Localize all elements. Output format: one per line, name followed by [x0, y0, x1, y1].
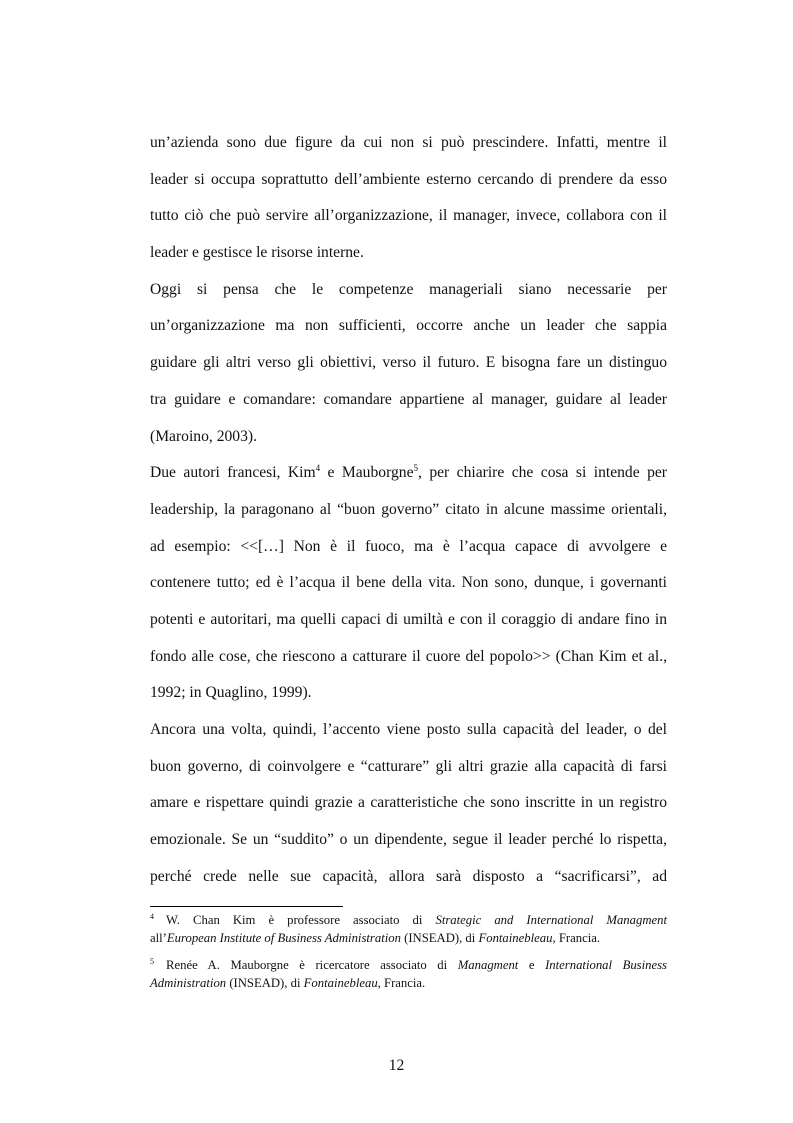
text-run: e	[518, 958, 546, 972]
text-line: ad esempio: <<[…] Non è il fuoco, ma è l’acqua capace di avvolgere e	[150, 537, 667, 555]
text-run: Renée A. Mauborgne è ricercatore associato di	[166, 958, 458, 972]
text-run-italic: Managment	[457, 958, 519, 972]
text-line: Ancora una volta, quindi, l’accento viene posto sulla capacità del leader, o del	[150, 721, 667, 738]
body-text	[150, 125, 667, 895]
text-line: guidare gli altri verso gli obiettivi, verso il futuro. E bisogna fare un distinguo	[150, 354, 667, 372]
text-run: Francia.	[380, 976, 426, 990]
text-line: Oggi si pensa che le competenze manageriali siano necessarie per	[150, 280, 667, 298]
footnote-line: 5 Renée A. Mauborgne è ricercatore associato di Managment e International Business	[150, 957, 667, 972]
text-line	[150, 455, 667, 492]
text-run-italic: Strategic and International Managment	[435, 913, 667, 927]
text-line: contenere tutto; ed è l’acqua il bene della vita. Non sono, dunque, i governanti	[150, 574, 667, 592]
footnote-ref-4[interactable]: 4	[315, 463, 321, 474]
text-run-italic: European Institute of Business Administration	[166, 931, 401, 945]
text-line: leader si occupa soprattutto dell’ambiente esterno cercando di prendere da esso	[150, 170, 667, 188]
text-line: tutto ciò che può servire all’organizzazione, il manager, invece, collabora con il	[150, 207, 667, 225]
text-run-italic: Fontainebleau,	[303, 976, 381, 990]
text-line: (Maroino, 2003).	[150, 427, 257, 445]
footnote-ref-5[interactable]: 5	[413, 463, 418, 474]
footnotes	[150, 911, 667, 992]
text-run-italic: International Business	[545, 958, 667, 972]
text-run: W. Chan Kim è professore associato di	[166, 913, 436, 927]
footnote-line: 4 W. Chan Kim è professore associato di Strategic and International Managment	[150, 912, 667, 927]
text-line: un’organizzazione ma non sufficienti, occorre anche un leader che sappia	[150, 317, 667, 335]
text-run: (INSEAD), di	[226, 976, 304, 990]
text-run: e Mauborgne	[320, 464, 414, 482]
footnote-separator	[150, 906, 343, 907]
footnote-4	[150, 911, 667, 947]
footnote-5	[150, 956, 667, 992]
text-line: amare e rispettare quindi grazie a caratteristiche che sono inscritte in un registro	[150, 794, 667, 812]
footnote-line	[150, 929, 667, 947]
text-line: un’azienda sono due figure da cui non si può prescindere. Infatti, mentre il	[150, 134, 667, 151]
paragraph-2	[150, 272, 667, 455]
paragraph-1	[150, 125, 667, 272]
text-line: potenti e autoritari, ma quelli capaci di umiltà e con il coraggio di andare fino in	[150, 610, 667, 628]
paragraph-4	[150, 712, 667, 895]
text-line: emozionale. Se un “suddito” o un dipendente, segue il leader perché lo rispetta,	[150, 831, 667, 849]
footnote-line	[150, 974, 667, 992]
text-run-italic: Administration	[150, 976, 227, 990]
text-line: leader e gestisce le risorse interne.	[150, 244, 364, 262]
paragraph-3	[150, 455, 667, 712]
text-line: leadership, la paragonano al “buon governo” citato in alcune massime orientali,	[150, 500, 667, 518]
page-number: 12	[388, 1057, 405, 1074]
text-line: tra guidare e comandare: comandare appartiene al manager, guidare al leader	[150, 390, 667, 408]
text-run: , Francia.	[552, 931, 601, 945]
text-run: Due autori francesi, Kim	[150, 464, 316, 482]
text-line: fondo alle cose, che riescono a catturare il cuore del popolo>> (Chan Kim et al.,	[150, 647, 667, 665]
text-run-italic: Fontainebleau	[478, 931, 553, 945]
text-line: buon governo, di coinvolgere e “catturare” gli altri grazie alla capacità di farsi	[150, 757, 667, 775]
text-line: perché crede nelle sue capacità, allora sarà disposto a “sacrificarsi”, ad	[150, 867, 667, 885]
text-line: 1992; in Quaglino, 1999).	[150, 684, 312, 702]
text-run: , per chiarire che cosa si intende per	[418, 464, 667, 482]
text-run: (INSEAD), di	[400, 931, 479, 945]
text-run: all’	[150, 931, 167, 945]
